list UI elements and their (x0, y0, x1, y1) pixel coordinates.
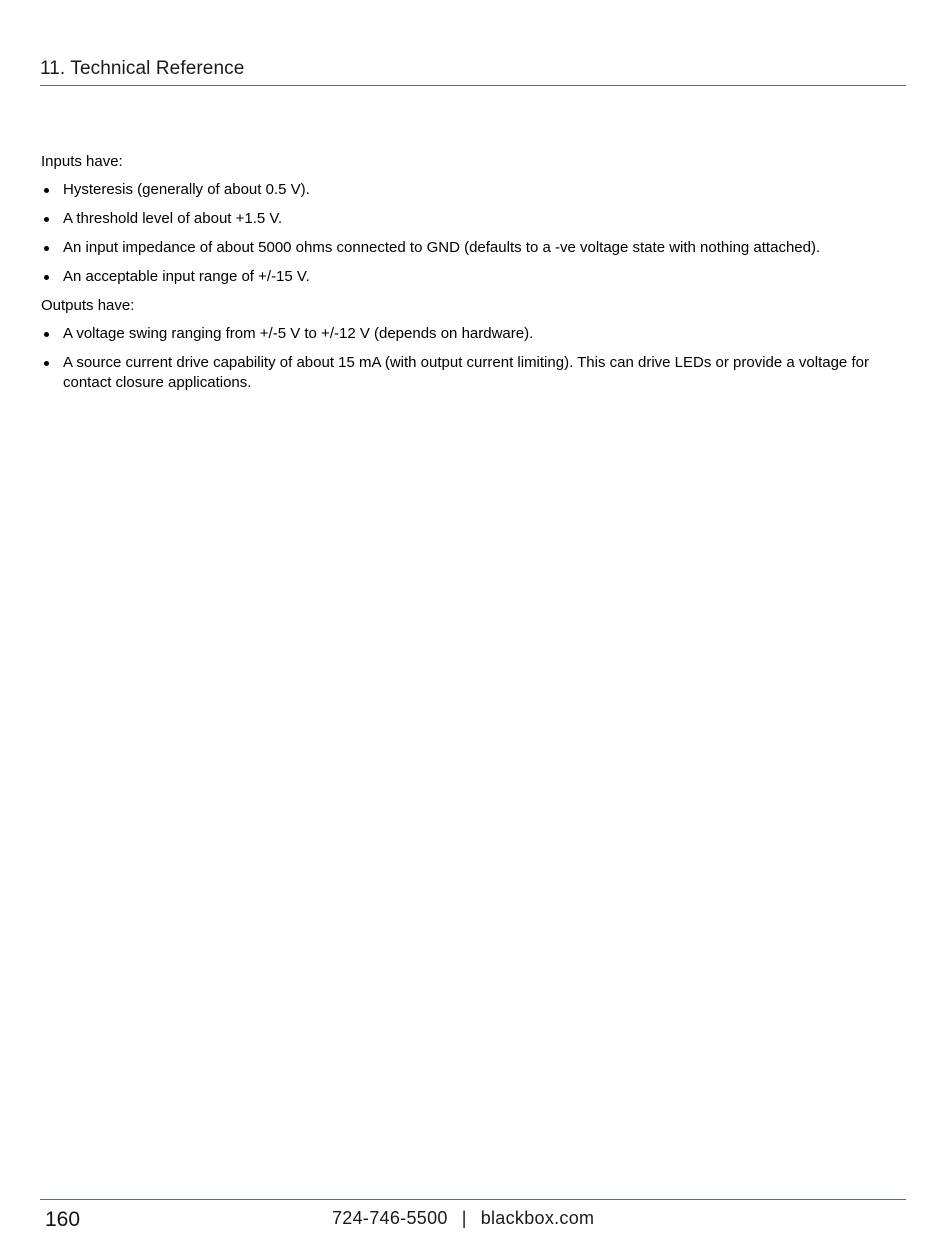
bullet-icon (44, 217, 49, 222)
footer-contact (332, 1208, 594, 1229)
list-item: An input impedance of about 5000 ohms connected to GND (defaults to a -ve voltage state with nothing attached). (41, 238, 905, 258)
phone-number: 724-746-5500 (332, 1208, 448, 1228)
bullet-icon (44, 188, 49, 193)
inputs-intro: Inputs have: (41, 153, 123, 170)
page-header (40, 56, 906, 86)
outputs-intro: Outputs have: (41, 297, 135, 314)
footer-divider (40, 1199, 906, 1200)
bullet-icon (44, 246, 49, 251)
list-item: Hysteresis (generally of about 0.5 V). (41, 180, 905, 200)
outputs-list (41, 324, 905, 393)
bullet-icon (44, 275, 49, 280)
list-item: A source current drive capability of about 15 mA (with output current limiting). This can drive LEDs or provide a voltage for contact closure applications. (41, 353, 905, 393)
list-item: A voltage swing ranging from +/-5 V to +/-12 V (depends on hardware). (41, 324, 905, 344)
bullet-icon (44, 361, 49, 366)
section-title: 11. Technical Reference (40, 58, 245, 79)
page-content (41, 152, 905, 402)
bullet-icon (44, 332, 49, 337)
inputs-list (41, 180, 905, 287)
footer-separator: | (461, 1208, 467, 1228)
list-item: A threshold level of about +1.5 V. (41, 209, 905, 229)
website-link[interactable]: blackbox.com (480, 1208, 595, 1228)
page-number: 160 (45, 1208, 81, 1231)
list-item: An acceptable input range of +/-15 V. (41, 267, 905, 287)
